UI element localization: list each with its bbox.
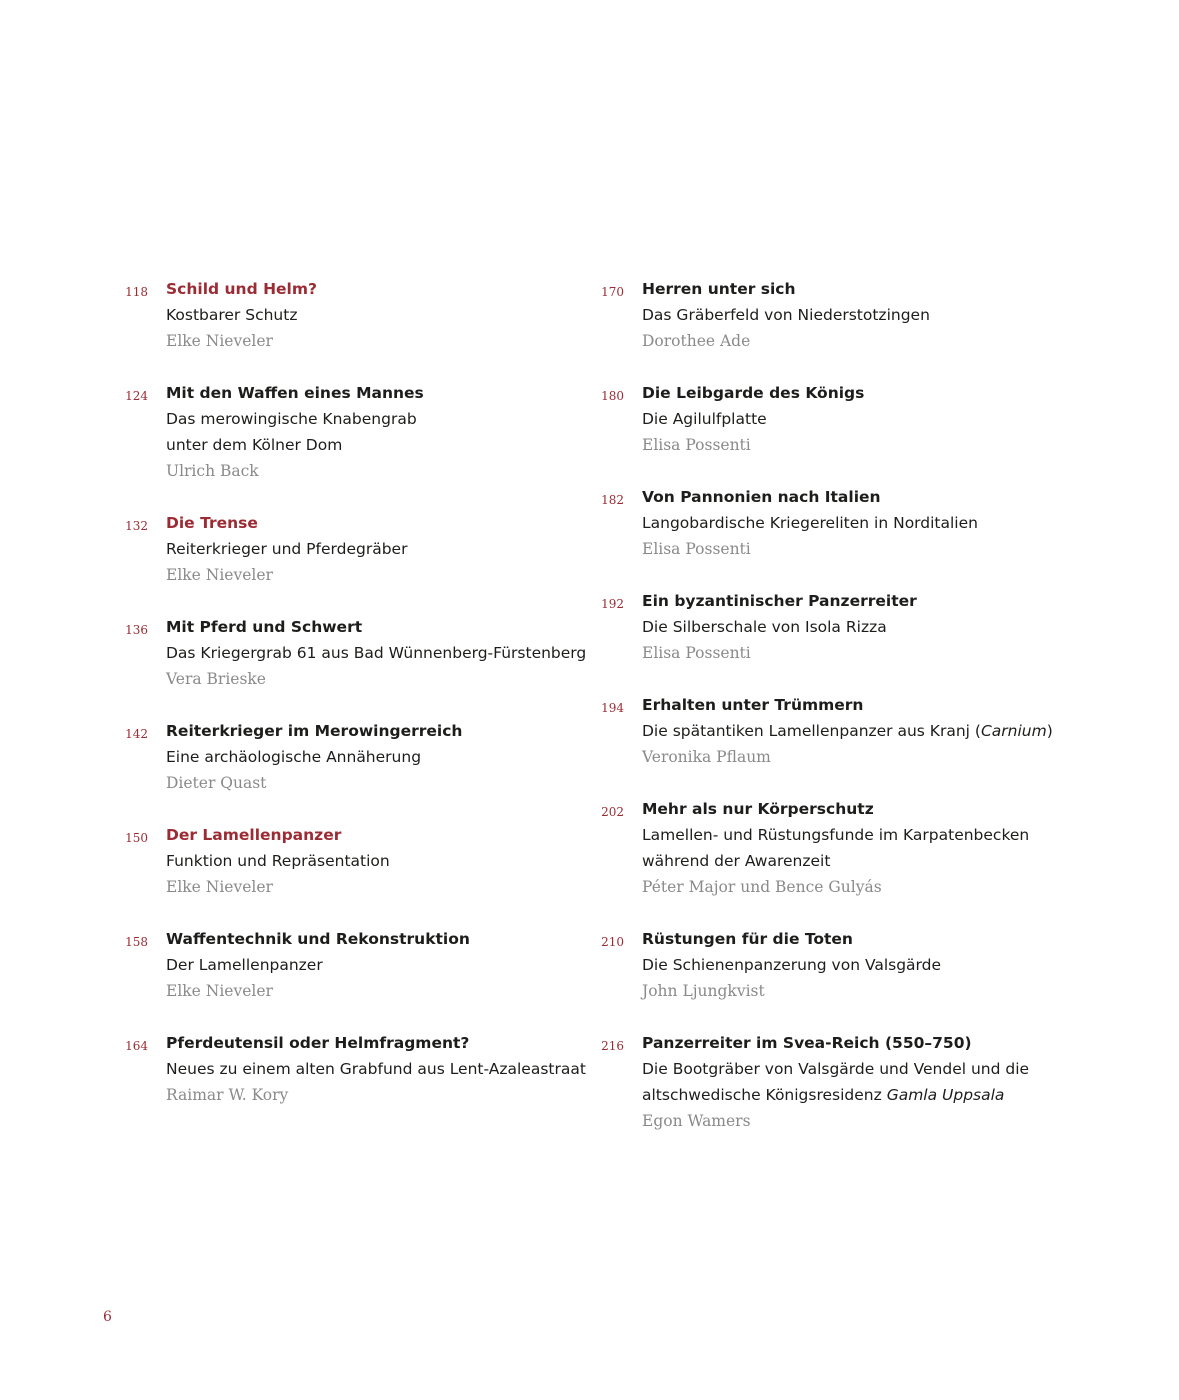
toc-entry[interactable] (100, 822, 580, 900)
entry-subtitle: Das merowingische Knabengrab (166, 410, 417, 428)
entry-title: Herren unter sich (642, 280, 796, 298)
entry-subtitle (642, 1082, 1096, 1108)
entry-title: Panzerreiter im Svea-Reich (550–750) (642, 1034, 972, 1052)
entry-title: Pferdeutensil oder Helmfragment? (166, 1034, 470, 1052)
entry-page-number: 132 (125, 519, 148, 533)
entry-author: Egon Wamers (642, 1112, 751, 1130)
toc-entry[interactable] (576, 380, 1096, 458)
entry-subtitle: Das Kriegergrab 61 aus Bad Wünnenberg-Fürstenberg (166, 644, 587, 662)
entry-author: Dieter Quast (166, 774, 267, 792)
toc-entry[interactable] (100, 276, 580, 354)
page-number: 6 (103, 1309, 112, 1325)
toc-entry[interactable] (100, 718, 580, 796)
entry-subtitle: Das Gräberfeld von Niederstotzingen (642, 306, 930, 324)
entry-author: Péter Major und Bence Gulyás (642, 878, 882, 896)
entry-subtitle: Die Silberschale von Isola Rizza (642, 618, 887, 636)
entry-author: Elisa Possenti (642, 644, 751, 662)
entry-author: Veronika Pflaum (642, 748, 771, 766)
toc-entry[interactable] (100, 614, 587, 692)
entry-subtitle: Neues zu einem alten Grabfund aus Lent-Azaleastraat (166, 1060, 586, 1078)
entry-author: Elke Nieveler (166, 878, 273, 896)
entry-subtitle: Kostbarer Schutz (166, 306, 298, 324)
toc-entry[interactable] (100, 926, 580, 1004)
entry-page-number: 192 (601, 597, 624, 611)
entry-page-number: 136 (125, 623, 148, 637)
entry-page-number: 118 (125, 285, 148, 299)
entry-title: Erhalten unter Trümmern (642, 696, 864, 714)
entry-title: Der Lamellenpanzer (166, 826, 342, 844)
subtitle-italic-part: Carnium (980, 722, 1047, 740)
entry-author: Ulrich Back (166, 462, 259, 480)
entry-subtitle: Die Agilulfplatte (642, 410, 767, 428)
toc-entry[interactable] (576, 484, 1096, 562)
entry-author: Vera Brieske (166, 670, 266, 688)
entry-subtitle (642, 718, 1096, 744)
entry-subtitle: während der Awarenzeit (642, 852, 831, 870)
entry-subtitle: Eine archäologische Annäherung (166, 748, 422, 766)
subtitle-part: Die spätantiken Lamellenpanzer aus Kranj ( (642, 722, 981, 740)
entry-author: Elisa Possenti (642, 540, 751, 558)
toc-entry[interactable] (100, 1030, 586, 1108)
subtitle-part: altschwedische Königsresidenz (642, 1086, 887, 1104)
toc-right-column (576, 276, 1096, 1160)
entry-page-number: 150 (125, 831, 148, 845)
entry-title: Mit Pferd und Schwert (166, 618, 363, 636)
entry-title: Mehr als nur Körperschutz (642, 800, 874, 818)
entry-author: Elisa Possenti (642, 436, 751, 454)
entry-title: Rüstungen für die Toten (642, 930, 853, 948)
entry-subtitle: Reiterkrieger und Pferdegräber (166, 540, 408, 558)
toc-entry[interactable] (100, 380, 580, 484)
entry-author: Elke Nieveler (166, 332, 273, 350)
entry-page-number: 142 (125, 727, 148, 741)
entry-author: Dorothee Ade (642, 332, 751, 350)
entry-author: John Ljungkvist (642, 982, 765, 1000)
toc-entry[interactable] (576, 692, 1096, 770)
entry-title: Schild und Helm? (166, 280, 318, 298)
entry-subtitle: unter dem Kölner Dom (166, 436, 343, 454)
entry-page-number: 158 (125, 935, 148, 949)
toc-entry[interactable] (576, 588, 1096, 666)
entry-author: Elke Nieveler (166, 982, 273, 1000)
entry-page-number: 164 (125, 1039, 148, 1053)
entry-page-number: 194 (601, 701, 624, 715)
entry-page-number: 210 (601, 935, 624, 949)
subtitle-part: ) (1046, 722, 1053, 740)
entry-page-number: 180 (601, 389, 624, 403)
toc-entry[interactable] (576, 796, 1096, 900)
entry-page-number: 216 (601, 1039, 624, 1053)
entry-subtitle: Lamellen- und Rüstungsfunde im Karpatenbecken (642, 826, 1030, 844)
entry-title: Die Leibgarde des Königs (642, 384, 865, 402)
entry-subtitle: Die Bootgräber von Valsgärde und Vendel und die (642, 1060, 1030, 1078)
entry-title: Waffentechnik und Rekonstruktion (166, 930, 470, 948)
entry-page-number: 182 (601, 493, 624, 507)
entry-title: Ein byzantinischer Panzerreiter (642, 592, 917, 610)
entry-title: Reiterkrieger im Merowingerreich (166, 722, 463, 740)
entry-subtitle: Die Schienenpanzerung von Valsgärde (642, 956, 942, 974)
entry-subtitle: Langobardische Kriegereliten in Norditalien (642, 514, 978, 532)
entry-page-number: 170 (601, 285, 624, 299)
entry-title: Die Trense (166, 514, 258, 532)
toc-entry[interactable] (576, 276, 1096, 354)
entry-page-number: 124 (125, 389, 148, 403)
entry-page-number: 202 (601, 805, 624, 819)
toc-entry[interactable] (100, 510, 580, 588)
entry-subtitle: Funktion und Repräsentation (166, 852, 390, 870)
toc-entry[interactable] (576, 1030, 1096, 1134)
entry-author: Elke Nieveler (166, 566, 273, 584)
entry-subtitle: Der Lamellenpanzer (166, 956, 323, 974)
entry-title: Von Pannonien nach Italien (642, 488, 881, 506)
entry-title: Mit den Waffen eines Mannes (166, 384, 424, 402)
toc-entry[interactable] (576, 926, 1096, 1004)
entry-author: Raimar W. Kory (166, 1086, 289, 1104)
subtitle-italic-part: Gamla Uppsala (886, 1086, 1005, 1104)
toc-left-column (100, 276, 587, 1134)
